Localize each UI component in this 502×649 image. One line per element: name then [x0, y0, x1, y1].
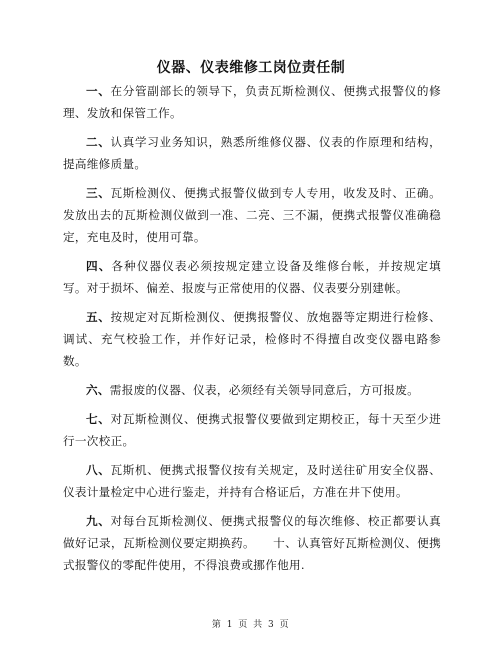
- paragraph-number: 五、: [86, 310, 111, 324]
- paragraph-6: [63, 379, 441, 401]
- paragraph-4: [63, 255, 441, 299]
- paragraph-number: 三、: [86, 186, 111, 200]
- paragraph-number: 一、: [86, 84, 111, 98]
- paragraph-7: [63, 408, 441, 452]
- paragraph-text: 认真学习业务知识，熟悉所维修仪器、仪表的作原理和结构，提高维修质量。: [63, 135, 441, 171]
- paragraph-2: [63, 131, 441, 175]
- document-body: [63, 80, 441, 583]
- paragraph-number: 六、: [86, 383, 110, 397]
- paragraph-text: 按规定对瓦斯检测仪、便携报警仪、放炮器等定期进行检修、调试、充气校验工作，并作好记录，检修时不得擅自改变仪器电路参数。: [63, 310, 441, 368]
- paragraph-text: 对瓦斯检测仪、便携式报警仪要做到定期校正，每十天至少进行一次校正。: [63, 412, 441, 448]
- paragraph-9: [63, 510, 441, 576]
- paragraph-text: 瓦斯机、便携式报警仪按有关规定，及时送往矿用安全仪器、仪表计量检定中心进行鉴走，并持有合格证后，方准在井下使用。: [63, 463, 441, 499]
- paragraph-1: [63, 80, 441, 124]
- paragraph-text: 各种仪器仪表必须按规定建立设备及维修台帐，并按规定填写。对于损坏、偏差、报废与正常使用的仪器、仪表要分别建帐。: [63, 259, 441, 295]
- paragraph-text: 瓦斯检测仪、便携式报警仪做到专人专用，收发及时、正确。发放出去的瓦斯检测仪做到一准、二亮、三不漏，便携式报警仪准确稳定，充电及时，使用可靠。: [63, 186, 441, 244]
- paragraph-5: [63, 306, 441, 372]
- paragraph-number: 九、: [86, 514, 111, 528]
- document-title: 仪器、仪表维修工岗位责任制: [156, 60, 346, 76]
- paragraph-number: 八、: [86, 463, 111, 477]
- paragraph-3: [63, 182, 441, 248]
- paragraph-number: 二、: [86, 135, 111, 149]
- paragraph-8: [63, 459, 441, 503]
- paragraph-number: 七、: [86, 412, 111, 426]
- paragraph-number: 四、: [86, 259, 112, 273]
- paragraph-text: 需报废的仪器、仪表，必须经有关领导同意后，方可报废。: [109, 383, 420, 397]
- paragraph-text: 对每台瓦斯检测仪、便携式报警仪的每次维修、校正都要认真做好记录，瓦斯检测仪要定期换药。 十、认真管好瓦斯检测仪、便携式报警仪的零配件使用，不得浪费或挪作他用.: [63, 514, 441, 572]
- page-footer: 第 1 页 共 3 页: [211, 620, 291, 630]
- paragraph-text: 在分管副部长的领导下，负责瓦斯检测仪、便携式报警仪的修理、发放和保管工作。: [63, 84, 441, 120]
